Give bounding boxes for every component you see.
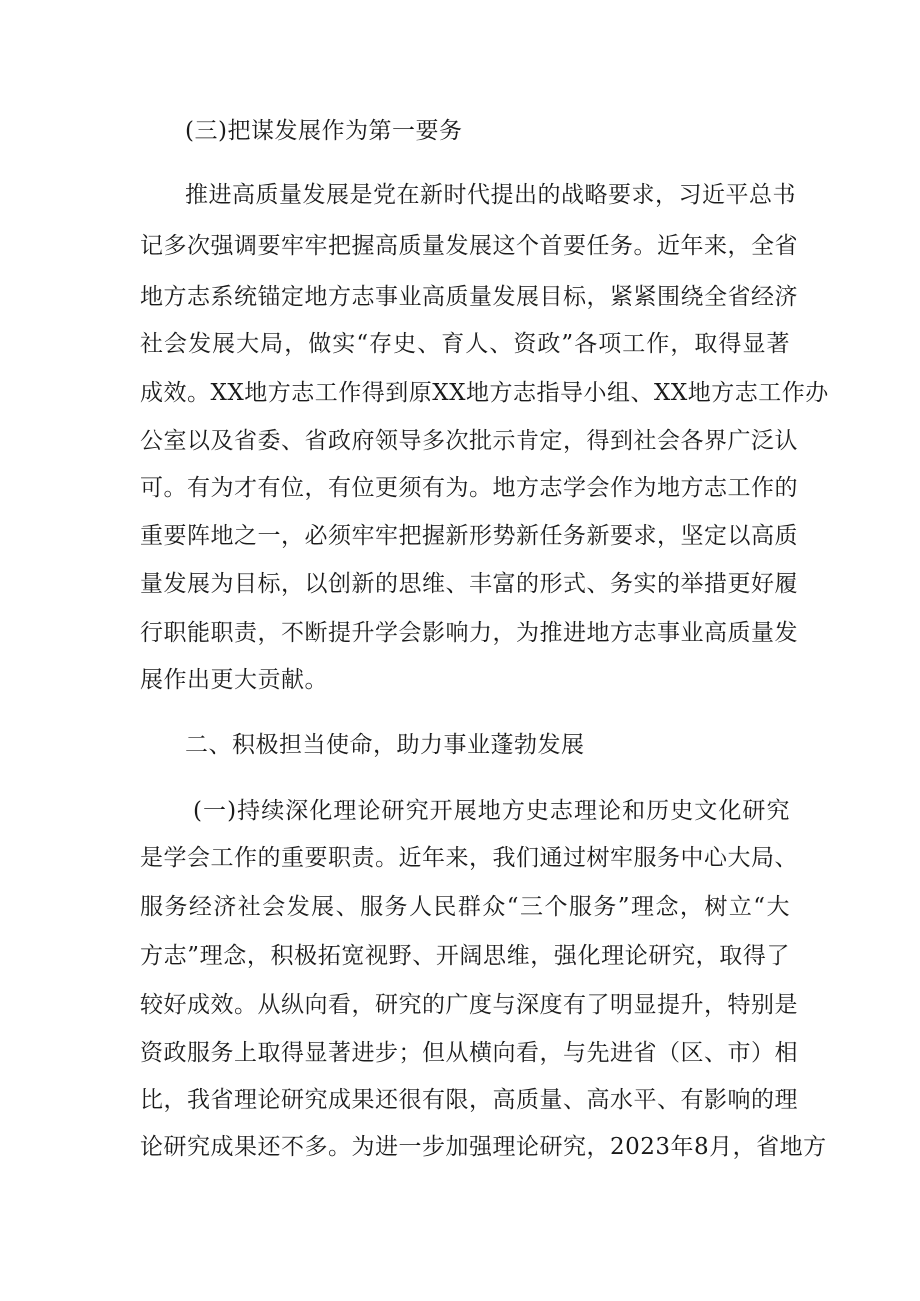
paragraph-line: 重要阵地之一，必须牢牢把握新形势新任务新要求，坚定以高质 bbox=[140, 523, 798, 549]
paragraph-line: 成效。XX地方志工作得到原XX地方志指导小组、XX地方志工作办 bbox=[140, 380, 829, 406]
paragraph-line: 推进高质量发展是党在新时代提出的战略要求，习近平总书 bbox=[185, 182, 796, 208]
paragraph-line: 较好成效。从纵向看，研究的广度与深度有了明显提升，特别是 bbox=[140, 992, 798, 1018]
paragraph-line: 服务经济社会发展、服务人民群众“三个服务”理念，树立“大 bbox=[140, 894, 790, 920]
paragraph-line: 是学会工作的重要职责。近年来，我们通过树牢服务中心大局、 bbox=[140, 845, 798, 871]
paragraph-line: 社会发展大局，做实“存史、育人、资政”各项工作，取得显著 bbox=[140, 331, 790, 357]
paragraph-line: 地方志系统锚定地方志事业高质量发展目标，紧紧围绕全省经济 bbox=[140, 284, 798, 310]
section-heading-2: 二、积极担当使命，助力事业蓬勃发展 bbox=[185, 732, 585, 758]
paragraph-line: 记多次强调要牢牢把握高质量发展这个首要任务。近年来，全省 bbox=[140, 233, 798, 259]
paragraph-line: 比，我省理论研究成果还很有限，高质量、高水平、有影响的理 bbox=[140, 1087, 798, 1113]
paragraph-line: (一)持续深化理论研究开展地方史志理论和历史文化研究 bbox=[193, 798, 790, 824]
section-heading-3: (三)把谋发展作为第一要务 bbox=[185, 118, 463, 144]
paragraph-line: 展作出更大贡献。 bbox=[140, 667, 328, 693]
paragraph-line: 论研究成果还不多。为进一步加强理论研究，2023年8月，省地方 bbox=[140, 1134, 827, 1160]
paragraph-line: 资政服务上取得显著进步；但从横向看，与先进省（区、市）相 bbox=[140, 1040, 798, 1066]
paragraph-line: 行职能职责，不断提升学会影响力，为推进地方志事业高质量发 bbox=[140, 620, 798, 646]
paragraph-line: 可。有为才有位，有位更须有为。地方志学会作为地方志工作的 bbox=[140, 475, 798, 501]
paragraph-line: 量发展为目标，以创新的思维、丰富的形式、务实的举措更好履 bbox=[140, 571, 798, 597]
paragraph-line: 公室以及省委、省政府领导多次批示肯定，得到社会各界广泛认 bbox=[140, 428, 798, 454]
paragraph-line: 方志”理念，积极拓宽视野、开阔思维，强化理论研究，取得了 bbox=[140, 943, 790, 969]
